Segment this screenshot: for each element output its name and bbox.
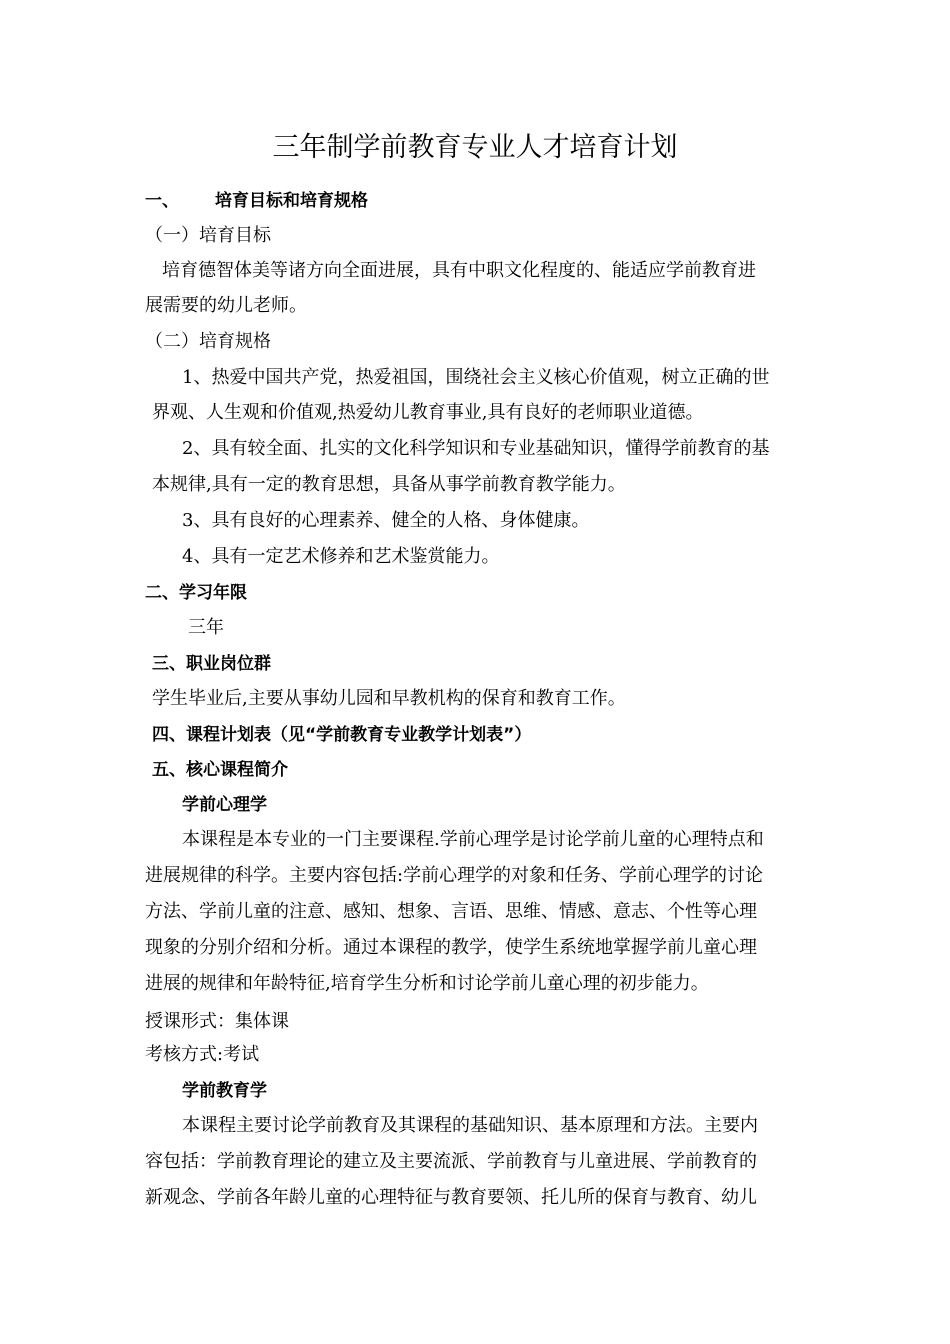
section-2-text: 三年 xyxy=(188,617,224,638)
subsection-1-heading: （一）培育目标 xyxy=(145,225,271,246)
paragraph-line: 方法、学前儿童的注意、感知、想象、言语、思维、情感、意志、个性等心理 xyxy=(145,901,757,922)
section-1-heading xyxy=(145,187,368,215)
paragraph-line: 新观念、学前各年龄儿童的心理特征与教育要领、托儿所的保育与教育、幼儿 xyxy=(145,1187,757,1208)
list-item-line: 1、热爱中国共产党，热爱祖国，围绕社会主义核心价值观，树立正确的世 xyxy=(182,367,770,388)
paragraph-line: 培育德智体美等诸方向全面进展，具有中职文化程度的、能适应学前教育进 xyxy=(162,260,756,281)
course-1-teaching-form: 授课形式：集体课 xyxy=(145,1011,289,1032)
paragraph-line: 本课程是本专业的一门主要课程.学前心理学是讨论学前儿童的心理特点和 xyxy=(182,829,764,850)
paragraph-line: 进展的规律和年龄特征,培育学生分析和讨论学前儿童心理的初步能力。 xyxy=(145,973,709,994)
course-1-assessment: 考核方式:考试 xyxy=(145,1044,260,1065)
course-1-name: 学前心理学 xyxy=(182,795,267,815)
course-2-name: 学前教育学 xyxy=(182,1081,267,1101)
list-item-line: 本规律,具有一定的教育思想，具备从事学前教育教学能力。 xyxy=(152,474,626,495)
section-4-heading: 四、课程计划表（见“学前教育专业教学计划表”） xyxy=(152,725,532,745)
paragraph-line: 展需要的幼儿老师。 xyxy=(145,295,307,316)
section-1-title: 培育目标和培育规格 xyxy=(215,191,368,211)
document-title: 三年制学前教育专业人才培育计划 xyxy=(272,132,678,163)
subsection-2-heading: （二）培育规格 xyxy=(145,331,271,352)
section-2-heading: 二、学习年限 xyxy=(145,583,247,603)
paragraph-line: 现象的分别介绍和分析。通过本课程的教学，使学生系统地掌握学前儿童心理 xyxy=(145,937,757,958)
section-3-text: 学生毕业后,主要从事幼儿园和早教机构的保育和教育工作。 xyxy=(152,688,626,709)
list-item: 4、具有一定艺术修养和艺术鉴赏能力。 xyxy=(182,546,500,567)
list-item: 3、具有良好的心理素养、健全的人格、身体健康。 xyxy=(182,510,590,531)
list-item-line: 2、具有较全面、扎实的文化科学知识和专业基础知识，懂得学前教育的基 xyxy=(182,438,770,459)
paragraph-line: 进展规律的科学。主要内容包括:学前心理学的对象和任务、学前心理学的讨论 xyxy=(145,865,764,886)
list-item-line: 界观、人生观和价值观,热爱幼儿教育事业,具有良好的老师职业道德。 xyxy=(152,402,704,423)
paragraph-line: 容包括：学前教育理论的建立及主要流派、学前教育与儿童进展、学前教育的 xyxy=(145,1151,757,1172)
paragraph-line: 本课程主要讨论学前教育及其课程的基础知识、基本原理和方法。主要内 xyxy=(182,1115,758,1136)
section-1-number: 一、 xyxy=(145,191,179,211)
section-3-heading: 三、职业岗位群 xyxy=(152,654,271,674)
section-5-heading: 五、核心课程简介 xyxy=(152,760,288,780)
